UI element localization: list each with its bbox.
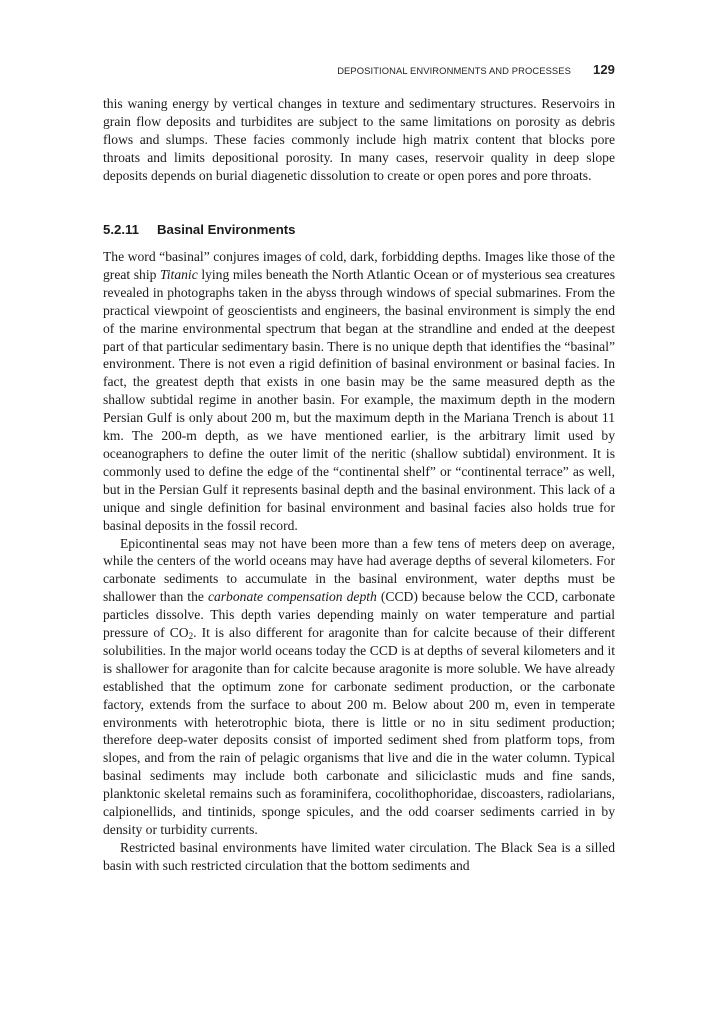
running-header xyxy=(103,63,615,79)
co2-subscript: 2 xyxy=(188,631,194,642)
paragraph-2 xyxy=(103,535,615,839)
paragraph-3: Restricted basinal environments have limited water circulation. The Black Sea is a silled basin with such restricted circulation that the bottom sediments and xyxy=(103,839,615,873)
running-title: DEPOSITIONAL ENVIRONMENTS AND PROCESSES xyxy=(337,65,571,76)
ccd-term-italic: carbonate compensation depth xyxy=(207,589,377,605)
paragraph-1-text-b: lying miles beneath the North Atlantic Ocean or of mysterious sea creatures revealed in photographs taken in the abyss through windows of special submarines. From the practical viewpoint of geoscientists and engineers, the basinal environment is simply the end of the marine environmental spectrum that began at the strandline and ended at the deepest part of that particular sedimentary basin. There is no unique depth that identifies the “basinal” environment. There is not even a rigid definition of basinal environment or basinal facies. In fact, the greatest depth that exists in one basin may be the same measured depth as the shallow subtidal regime in another basin. For example, the maximum depth in the modern Persian Gulf is only about 200 m, but the maximum depth in the Mariana Trench is about 11 km. The 200-m depth, as we have mentioned earlier, is the arbitrary limit used by oceanographers to define the outer limit of the neritic (shallow subtidal) environment. It is commonly used to define the edge of the “continental shelf” or “continental terrace” as well, but in the Persian Gulf it represents basinal depth and the basinal environment. This lack of a unique and single definition for basinal environment and basinal facies also holds true for basinal deposits in the fossil record. xyxy=(103,266,615,533)
paragraph-1-text-a: The word “basinal” conjures images of cold, dark, forbidding depths. Images like those of the great ship xyxy=(103,249,615,282)
intro-paragraph-block xyxy=(103,95,615,185)
section-number: 5.2.11 xyxy=(103,222,139,237)
section-body xyxy=(103,248,615,875)
ship-name-italic: Titanic xyxy=(159,266,198,282)
paragraph-2-text-a: Epicontinental seas may not have been more than a few tens of meters deep on average, while the centers of the world oceans may have had average depths of several kilometers. For carbonate sediments to accumulate in the basinal environment, water depths must be shallower than the xyxy=(103,535,615,605)
paragraph-2-text-b: (CCD) because below the CCD, carbonate particles dissolve. This depth varies depending mainly on water temperature and partial pressure of CO xyxy=(103,589,615,641)
page-number: 129 xyxy=(593,62,615,77)
paragraph-1 xyxy=(103,248,615,535)
paragraph-2-text-c: . It is also different for aragonite than for calcite because of their different solubilities. In the major world oceans today the CCD is at depths of several kilometers and it is shallower for aragonite than for calcite because aragonite is more soluble. We have already established that the optimum zone for carbonate sediment production, or the carbonate factory, extends from the surface to about 200 m. Below about 200 m, even in temperate environments with heterotrophic biota, there is little or no in situ sediment production; therefore deep-water deposits consist of imported sediment shed from platform tops, from slopes, and from the rain of pelagic organisms that live and die in the water column. Typical basinal sediments may include both carbonate and siliciclastic muds and fine sands, planktonic skeletal remains such as foraminifera, cocolithophoridae, discoasters, radiolarians, calpionellids, and tintinids, sponge spicules, and the odd coarser sediments carried in by density or turbidity currents. xyxy=(103,625,615,837)
section-heading xyxy=(103,222,296,237)
section-title: Basinal Environments xyxy=(157,222,296,237)
intro-paragraph: this waning energy by vertical changes in texture and sedimentary structures. Reservoirs in grain flow deposits and turbidites are subject to the same limitations on porosity as debris flows and slumps. These facies commonly include high matrix content that blocks pore throats and limits depositional porosity. In many cases, reservoir quality in deep slope deposits depends on burial diagenetic dissolution to create or open pores and pore throats. xyxy=(103,96,615,183)
